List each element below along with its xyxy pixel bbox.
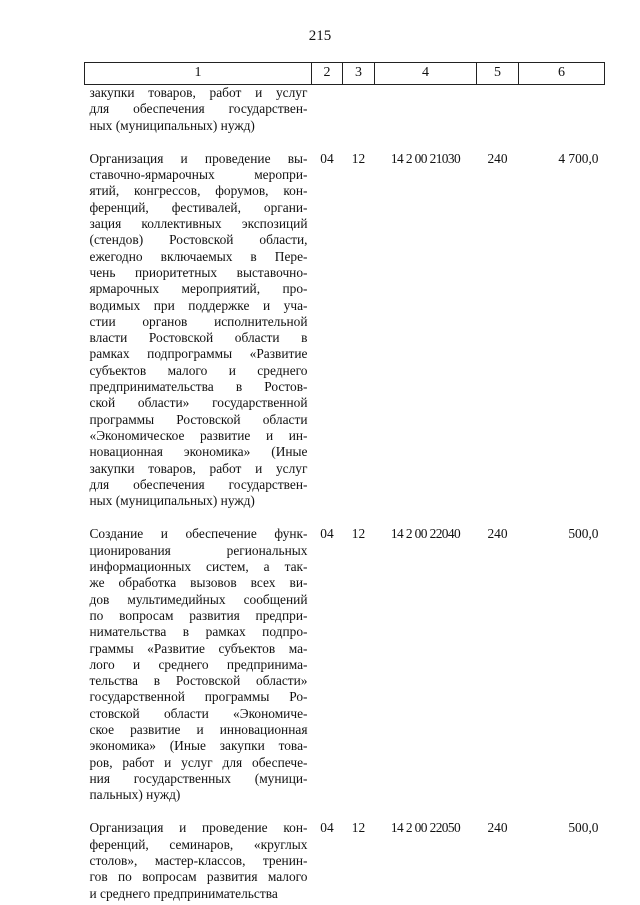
description-line: по вопросам развития предпри- xyxy=(89,607,308,623)
table-row xyxy=(85,811,605,901)
description-line: Организация и проведение вы- xyxy=(89,150,308,166)
row-expense-type-code xyxy=(477,85,519,142)
description-line: ежегодно включаемых в Пере- xyxy=(89,248,308,264)
description-line: стии органов исполнительной xyxy=(89,313,308,329)
description-line: ской области» государственной xyxy=(89,395,308,411)
table-row xyxy=(85,142,605,518)
description-line: закупки товаров, работ и услуг xyxy=(89,85,308,100)
description-line: Создание и обеспечение функ- xyxy=(89,526,308,542)
description-line: предпринимательства в Ростов- xyxy=(89,379,308,395)
header-col-description: 1 xyxy=(85,63,312,85)
description-line: информационных систем, а так- xyxy=(89,559,308,575)
description-line: тельства в Ростовской области» xyxy=(89,673,308,689)
description-line: «Экономическое развитие и ин- xyxy=(89,427,308,443)
row-description xyxy=(85,517,312,811)
header-col-expense-type: 5 xyxy=(477,63,519,85)
description-line: закупки товаров, работ и услуг xyxy=(89,460,308,476)
description-line: ятий, конгрессов, форумов, кон- xyxy=(89,183,308,199)
row-target-article-code: 14 2 00 22050 xyxy=(390,820,461,836)
row-target-article-code xyxy=(375,85,477,142)
description-line: субъектов малого и среднего xyxy=(89,362,308,378)
row-subsection-code xyxy=(343,85,375,142)
row-description xyxy=(85,811,312,901)
description-line: ционирования региональных xyxy=(89,542,308,558)
row-section-code: 04 xyxy=(320,150,334,166)
description-line: граммы «Развитие субъектов ма- xyxy=(89,640,308,656)
description-line: столов», мастер-классов, тренин- xyxy=(89,853,308,869)
row-target-article-code: 14 2 00 21030 xyxy=(390,150,461,166)
header-col-amount: 6 xyxy=(519,63,605,85)
description-line: ское развитие и инновационная xyxy=(89,721,308,737)
row-description xyxy=(85,142,312,518)
description-line: чень приоритетных выставочно- xyxy=(89,264,308,280)
description-line: же обработка вызовов всех ви- xyxy=(89,575,308,591)
description-line: для обеспечения государствен- xyxy=(89,101,308,117)
description-line: лого и среднего предпринима- xyxy=(89,656,308,672)
description-line: зация коллективных экспозиций xyxy=(89,216,308,232)
table-header-row xyxy=(85,63,605,85)
row-amount: 500,0 xyxy=(568,526,599,542)
row-target-article-code: 14 2 00 22040 xyxy=(390,526,461,542)
description-line: и среднего предпринимательства xyxy=(89,885,278,901)
row-subsection-code: 12 xyxy=(351,150,366,166)
row-subsection-code: 12 xyxy=(351,526,366,542)
row-expense-type-code: 240 xyxy=(487,526,508,542)
description-line: дов мультимедийных сообщений xyxy=(89,591,308,607)
header-col-subsection: 3 xyxy=(343,63,375,85)
description-line: пальных) нужд) xyxy=(89,787,181,803)
row-expense-type-code: 240 xyxy=(487,150,508,166)
description-line: ных (муниципальных) нужд) xyxy=(89,117,255,133)
description-line: водимых при поддержке и уча- xyxy=(89,297,308,313)
description-line: стовской области «Экономиче- xyxy=(89,705,308,721)
table-row xyxy=(85,85,605,142)
description-line: программы Ростовской области xyxy=(89,411,308,427)
description-line: государственной программы Ро- xyxy=(89,689,308,705)
page-number: 215 xyxy=(308,28,332,44)
description-line: (стендов) Ростовской области, xyxy=(89,232,308,248)
description-line: для обеспечения государствен- xyxy=(89,476,308,492)
row-expense-type-code: 240 xyxy=(487,820,508,836)
description-line: новационная экономика» (Иные xyxy=(89,444,308,460)
row-section-code xyxy=(312,85,343,142)
description-line: рамках подпрограммы «Развитие xyxy=(89,346,308,362)
description-line: экономика» (Иные закупки това- xyxy=(89,738,308,754)
description-line: ференций, фестивалей, органи- xyxy=(89,199,308,215)
header-col-section: 2 xyxy=(312,63,343,85)
row-subsection-code: 12 xyxy=(351,820,366,836)
row-description xyxy=(85,85,312,142)
row-amount xyxy=(519,85,605,142)
description-line: ференций, семинаров, «круглых xyxy=(89,836,308,852)
row-amount: 500,0 xyxy=(568,820,599,836)
description-line: ставочно-ярмарочных меропри- xyxy=(89,167,308,183)
row-section-code: 04 xyxy=(320,820,334,836)
description-line: нимательства в рамках подпро- xyxy=(89,624,308,640)
row-amount: 4 700,0 xyxy=(558,150,599,166)
description-line: ния государственных (муници- xyxy=(89,770,308,786)
description-line: Организация и проведение кон- xyxy=(89,820,308,836)
description-line: гов по вопросам развития малого xyxy=(89,869,308,885)
description-line: ров, работ и услуг для обеспече- xyxy=(89,754,308,770)
table-row xyxy=(85,517,605,811)
description-line: ярмарочных мероприятий, про- xyxy=(89,281,308,297)
description-line: ных (муниципальных) нужд) xyxy=(89,493,255,509)
budget-table xyxy=(84,62,605,902)
header-col-target-article: 4 xyxy=(375,63,477,85)
description-line: власти Ростовской области в xyxy=(89,330,308,346)
row-section-code: 04 xyxy=(320,526,334,542)
